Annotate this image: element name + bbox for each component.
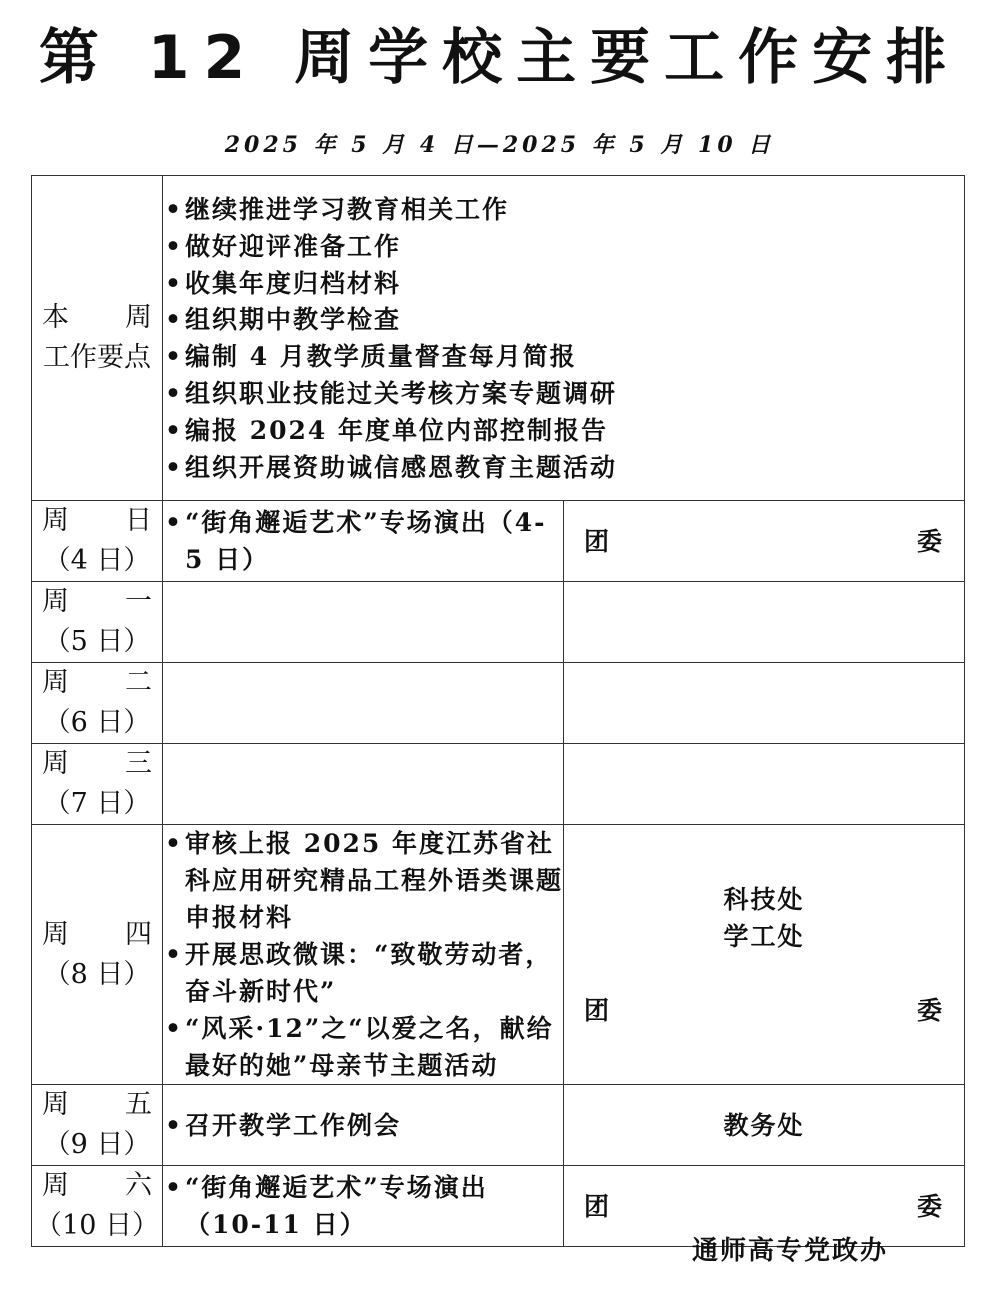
day-item: • “风采·12”之“以爱之名，献给最好的她”母亲节主题活动 — [163, 1010, 563, 1084]
day-items — [163, 744, 564, 825]
dept-name: 团委 — [584, 995, 944, 1025]
dept-name: 科技处 — [723, 884, 805, 914]
day-dept — [564, 663, 965, 744]
day-date: （4 日） — [43, 545, 151, 577]
schedule-table — [31, 175, 965, 1247]
weekly-points — [163, 176, 965, 501]
day-items — [163, 1085, 564, 1166]
weekly-point: • 做好迎评准备工作 — [163, 229, 964, 266]
page-title: 第 12 周学校主要工作安排 — [38, 23, 961, 93]
day-row-thursday — [32, 825, 965, 1085]
day-row-friday — [32, 1085, 965, 1166]
day-items — [163, 825, 564, 1085]
day-date: （10 日） — [35, 1210, 159, 1242]
day-label — [32, 582, 163, 663]
weekly-point: • 组织职业技能过关考核方案专题调研 — [163, 376, 964, 413]
day-label — [32, 825, 163, 1085]
day-label — [32, 1085, 163, 1166]
day-dept — [564, 1085, 965, 1166]
day-date: （8 日） — [43, 958, 151, 990]
weekly-point: • 编制 4 月教学质量督查每月简报 — [163, 339, 964, 376]
weekly-point: • 组织期中教学检查 — [163, 302, 964, 339]
day-name: 周三 — [42, 748, 152, 780]
day-item: • 审核上报 2025 年度江苏省社科应用研究精品工程外语类课题申报材料 — [163, 825, 563, 936]
weekly-point: • 编报 2024 年度单位内部控制报告 — [163, 413, 964, 450]
day-item: • “街角邂逅艺术”专场演出（10-11 日） — [163, 1169, 563, 1243]
day-label — [32, 744, 163, 825]
weekly-point: • 继续推进学习教育相关工作 — [163, 192, 964, 229]
day-label — [32, 663, 163, 744]
dept-name: 教务处 — [723, 1110, 805, 1140]
day-name: 周二 — [42, 667, 152, 699]
day-name: 周四 — [42, 918, 152, 950]
issuer-signature: 通师高专党政办 — [692, 1236, 889, 1266]
weekly-label — [32, 176, 163, 501]
dept-name: 团委 — [584, 526, 944, 556]
weekly-label-line1: 本周 — [42, 302, 152, 334]
weekly-points-row — [32, 176, 965, 501]
weekly-point: • 收集年度归档材料 — [163, 266, 964, 303]
day-date: （6 日） — [43, 707, 151, 739]
day-date: （9 日） — [43, 1129, 151, 1161]
day-label — [32, 1166, 163, 1247]
day-row-wednesday — [32, 744, 965, 825]
day-items — [163, 663, 564, 744]
day-name: 周六 — [42, 1170, 152, 1202]
dept-name: 学工处 — [723, 921, 805, 951]
day-row-tuesday — [32, 663, 965, 744]
day-dept — [564, 825, 965, 1085]
day-dept — [564, 501, 965, 582]
day-items — [163, 582, 564, 663]
dept-name: 团委 — [584, 1191, 944, 1221]
day-items — [163, 501, 564, 582]
day-row-sunday — [32, 501, 965, 582]
weekly-label-line2: 工作要点 — [43, 342, 151, 374]
weekly-points-list — [163, 176, 964, 500]
day-name: 周日 — [42, 505, 152, 537]
day-item: • “街角邂逅艺术”专场演出（4-5 日） — [163, 504, 563, 578]
day-date: （5 日） — [43, 626, 151, 658]
day-date: （7 日） — [43, 788, 151, 820]
day-dept — [564, 582, 965, 663]
weekly-point: • 组织开展资助诚信感恩教育主题活动 — [163, 450, 964, 487]
day-label — [32, 501, 163, 582]
day-row-monday — [32, 582, 965, 663]
date-range: 2025 年 5 月 4 日—2025 年 5 月 10 日 — [224, 132, 775, 158]
day-item: • 召开教学工作例会 — [163, 1107, 563, 1144]
dept-name — [564, 955, 964, 992]
day-items — [163, 1166, 564, 1247]
day-dept — [564, 744, 965, 825]
day-name: 周一 — [42, 586, 152, 618]
day-item: • 开展思政微课：“致敬劳动者，奋斗新时代” — [163, 936, 563, 1010]
day-name: 周五 — [42, 1089, 152, 1121]
